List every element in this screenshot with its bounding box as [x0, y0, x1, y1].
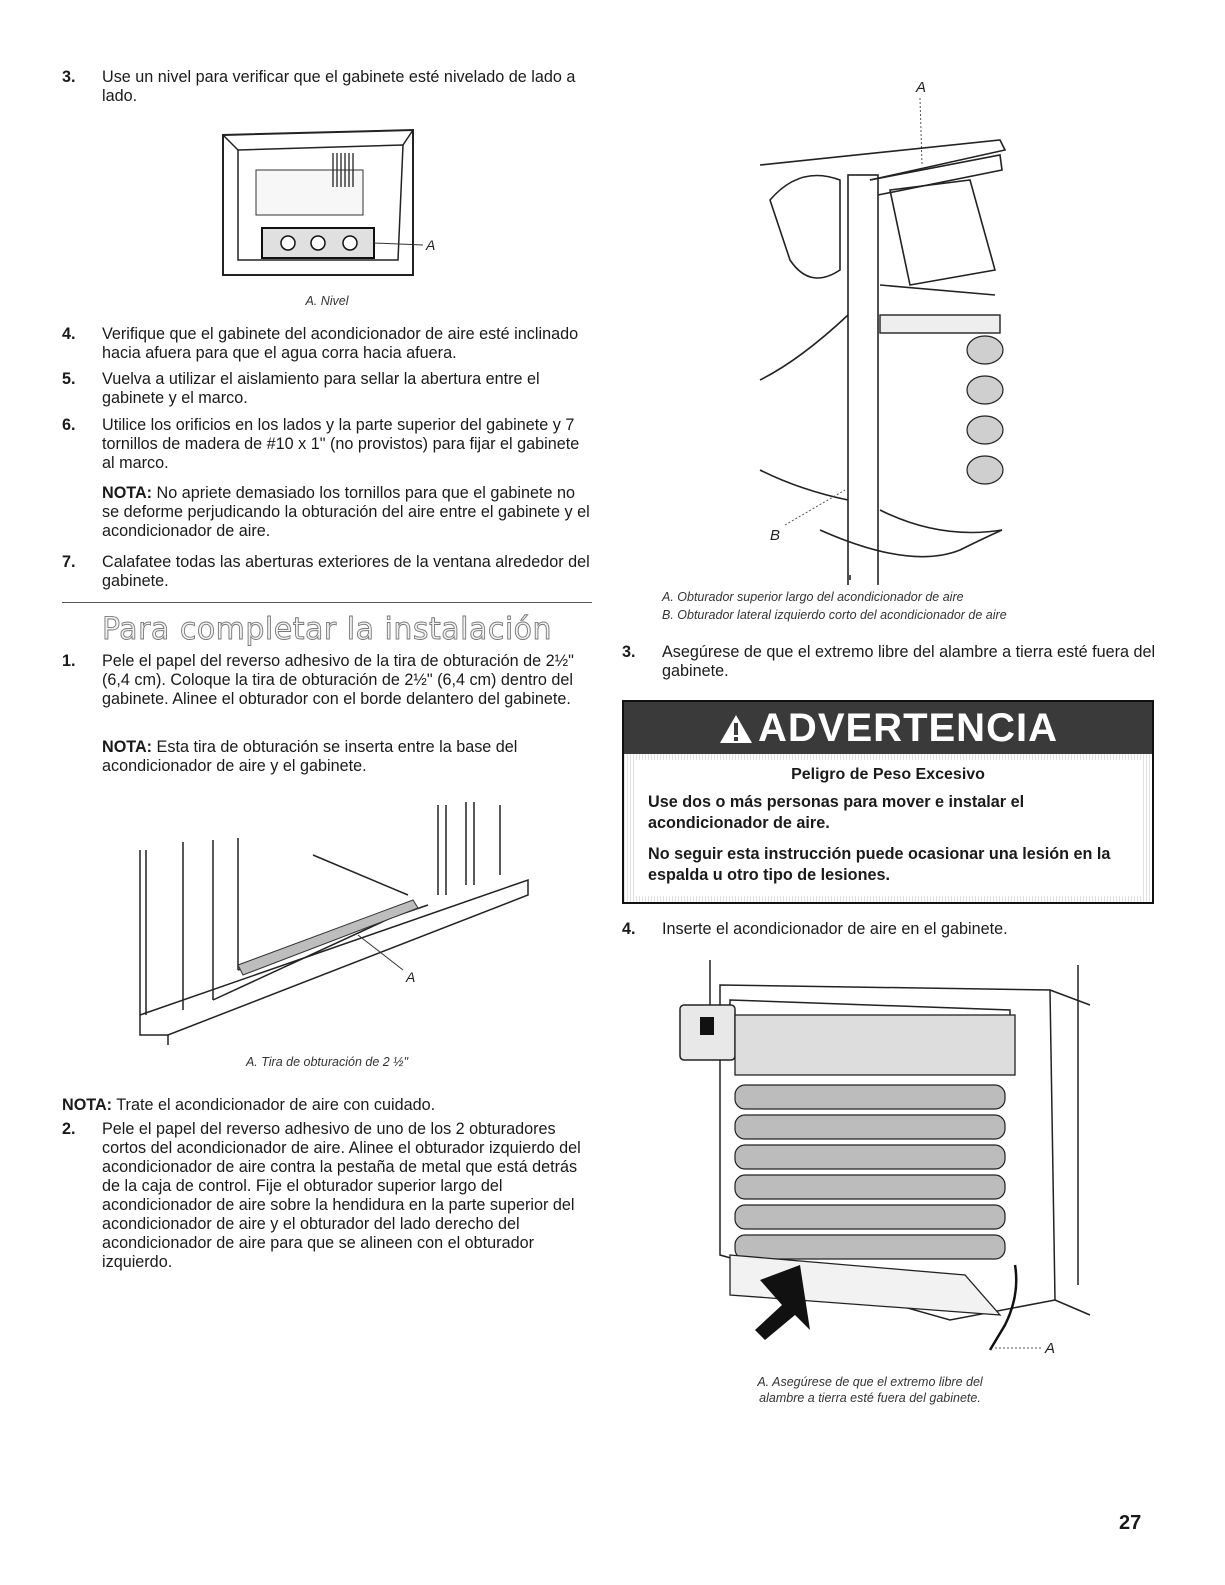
note-text: Trate el acondicionador de aire con cuidado.	[112, 1096, 436, 1114]
fig1-callout: A	[426, 237, 436, 253]
fig3-callout-b: B	[770, 527, 781, 544]
step-text: Verifique que el gabinete del acondicionador de aire esté inclinado hacia afuera para que el agua corra hacia afuera.	[102, 325, 579, 362]
page-number: 27	[1119, 1512, 1142, 1534]
warning-text-1: Use dos o más personas para mover e instalar el acondicionador de aire.	[648, 793, 1025, 832]
warning-title: ADVERTENCIA	[758, 706, 1058, 750]
warning-subtitle: Peligro de Peso Excesivo	[791, 766, 985, 783]
fig4-caption-line1: A. Asegúrese de que el extremo libre del	[757, 1375, 983, 1389]
step-number: 3.	[622, 643, 636, 661]
seal-strip-figure	[128, 800, 538, 1050]
warning-header	[624, 702, 1152, 754]
step-text: Use un nivel para verificar que el gabinete esté nivelado de lado a lado.	[102, 68, 576, 105]
fig3-caption-a: A. Obturador superior largo del acondicionador de aire	[662, 590, 964, 604]
step-text: Pele el papel del reverso adhesivo de uno de los 2 obturadores cortos del acondicionador de aire. Alinee el obturador izquierdo del acondicionador de aire contra la pestaña de metal que está detrás de la caja de control. Fije el obturador superior largo del acondicionador de aire sobre la hendidura en la parte superior del acondicionador de aire y el obturador del lado derecho del acondicionador de aire para que se alineen con el obturador izquierdo.	[102, 1120, 581, 1271]
step-text: Utilice los orificios en los lados y la parte superior del gabinete y 7 tornillos de madera de #10 x 1" (no provistos) para fijar el gabinete al marco.	[102, 416, 580, 472]
warning-box	[622, 700, 1154, 904]
step-text: Vuelva a utilizar el aislamiento para sellar la abertura entre el gabinete y el marco.	[102, 370, 540, 407]
step-number: 1.	[62, 652, 76, 670]
note-label: NOTA:	[102, 738, 153, 756]
fig4-callout: A	[1045, 1340, 1056, 1357]
fig2-caption: A. Tira de obturación de 2 ½"	[245, 1055, 409, 1069]
step-text: Pele el papel del reverso adhesivo de la tira de obturación de 2½" (6,4 cm). Coloque la tira de obturación de 2½" (6,4 cm) dentro del gabinete. Alinee el obturador con el borde delantero del gabinete.	[102, 652, 574, 708]
step-number: 4.	[622, 920, 636, 938]
fig1-caption: A. Nivel	[305, 294, 349, 308]
step-number: 4.	[62, 325, 76, 343]
insert-ac-figure	[670, 955, 1100, 1370]
warning-body	[634, 760, 1142, 896]
section-divider	[62, 602, 592, 603]
note-1	[102, 484, 592, 541]
step-number: 7.	[62, 553, 76, 571]
warning-text-2: No seguir esta instrucción puede ocasionar una lesión en la espalda u otro tipo de lesiones.	[648, 845, 1111, 884]
step-text: Asegúrese de que el extremo libre del alambre a tierra esté fuera del gabinete.	[662, 643, 1156, 680]
fig3-callout-a: A	[916, 79, 927, 96]
note-3	[62, 1096, 592, 1115]
fig2-callout: A	[406, 969, 416, 985]
note-text: Esta tira de obturación se inserta entre la base del acondicionador de aire y el gabinete.	[102, 738, 518, 775]
level-figure	[218, 125, 458, 285]
fig3-caption-b: B. Obturador lateral izquierdo corto del acondicionador de aire	[662, 608, 1007, 622]
note-2	[102, 738, 592, 776]
note-label: NOTA:	[102, 484, 153, 502]
step-number: 5.	[62, 370, 76, 388]
step-number: 3.	[62, 68, 76, 86]
note-text: No apriete demasiado los tornillos para que el gabinete no se deforme perjudicando la obturación del aire entre el gabinete y el acondicionador de aire.	[102, 484, 590, 540]
note-label: NOTA:	[62, 1096, 113, 1114]
step-text: Calafatee todas las aberturas exteriores de la ventana alrededor del gabinete.	[102, 553, 590, 590]
section-title: Para completar la instalación	[101, 612, 553, 647]
fig4-caption-line2: alambre a tierra esté fuera del gabinete.	[759, 1391, 981, 1405]
seal-top-figure	[740, 70, 1020, 585]
step-text: Inserte el acondicionador de aire en el gabinete.	[662, 920, 1008, 938]
warning-triangle-icon	[718, 713, 754, 745]
step-number: 6.	[62, 416, 76, 434]
step-number: 2.	[62, 1120, 76, 1138]
